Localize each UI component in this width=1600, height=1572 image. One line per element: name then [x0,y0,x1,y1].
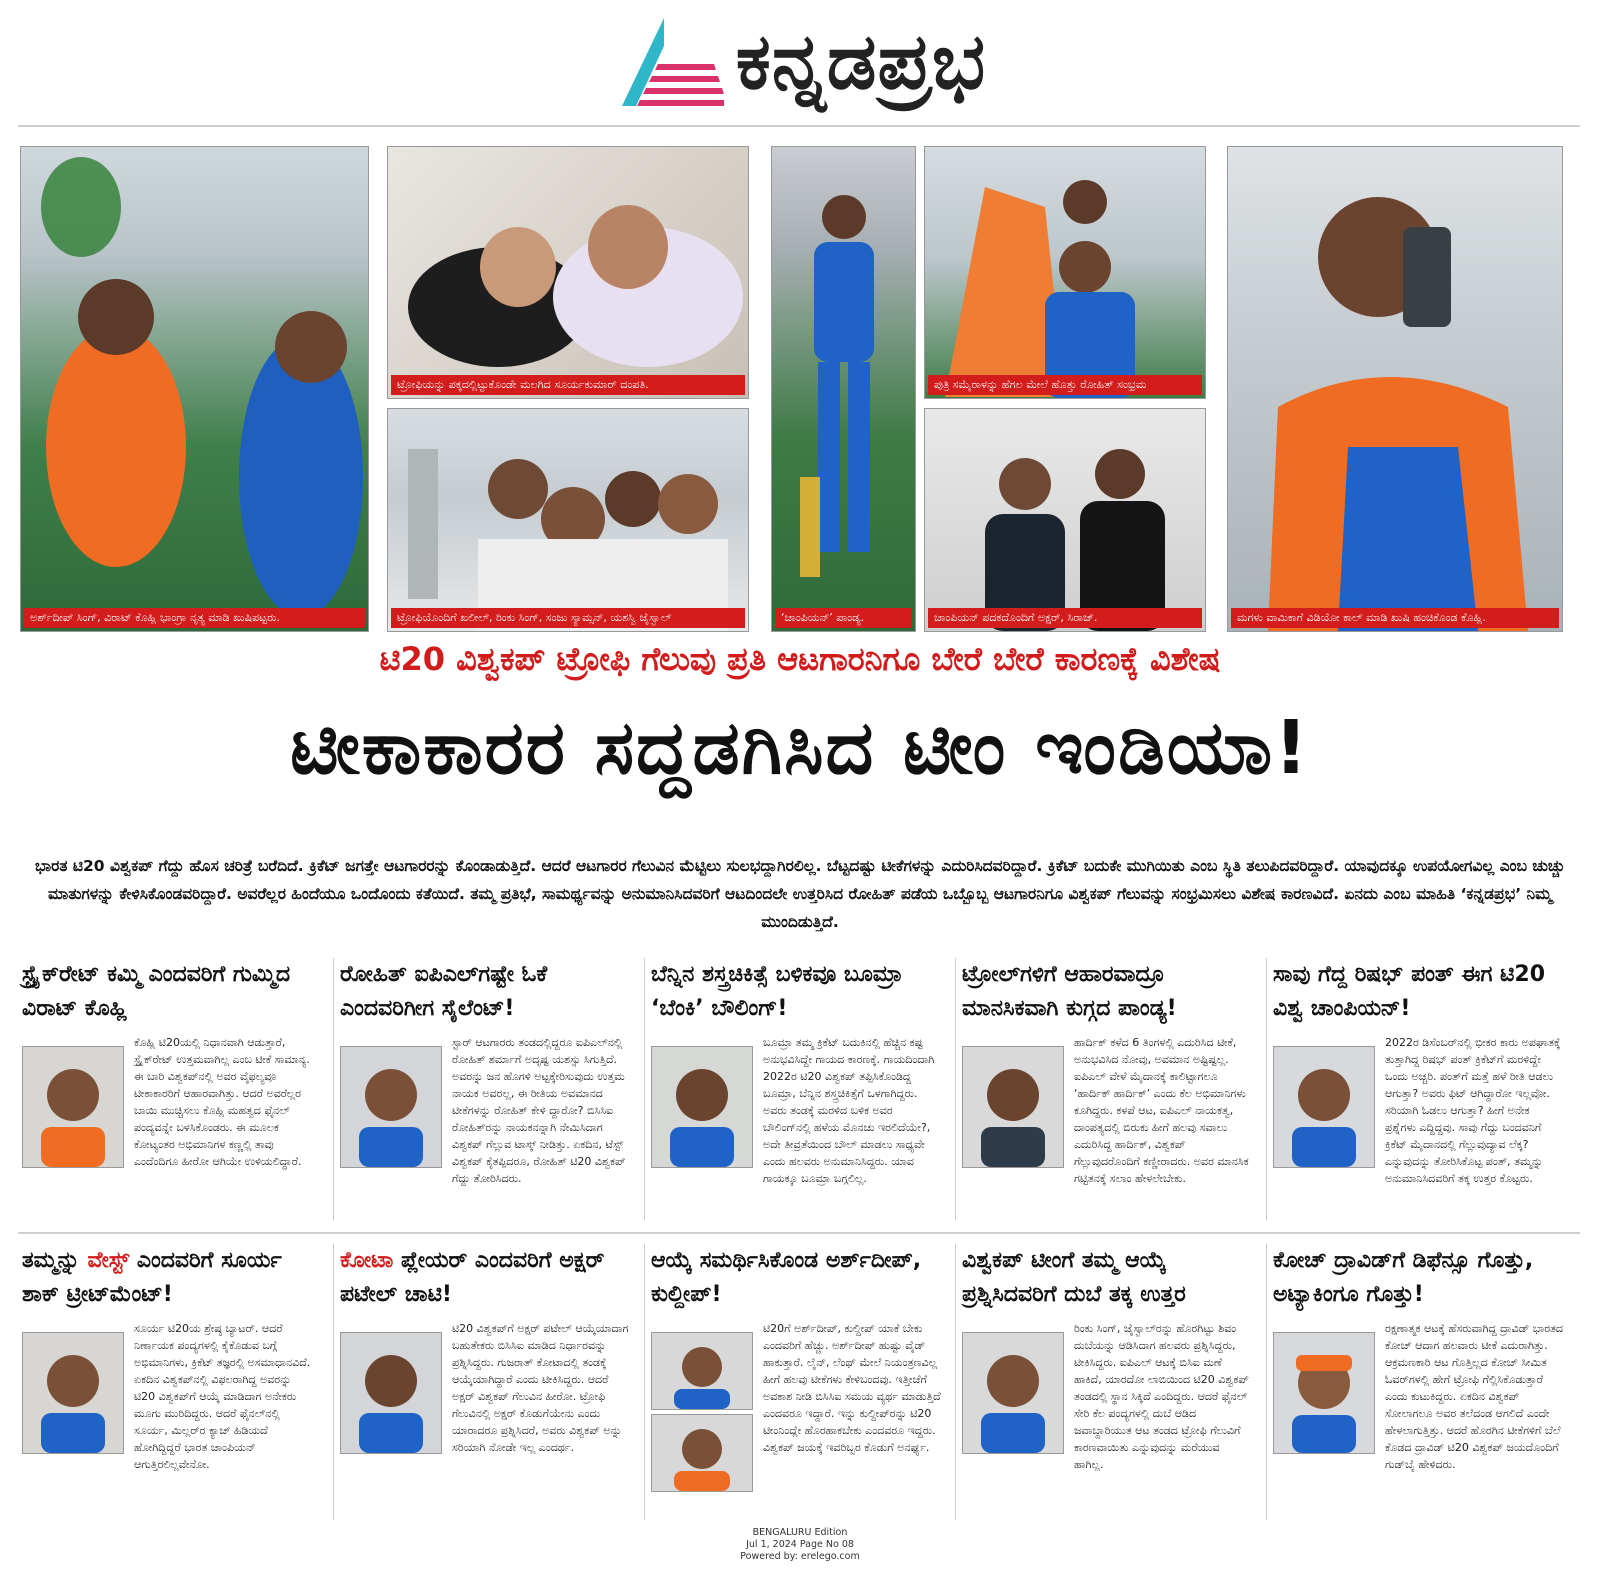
photo-caption: ಮಗಳು ವಾಮಿಕಾಗೆ ವಿಡಿಯೋ ಕಾಲ್ ಮಾಡಿ ಖುಷಿ ಹಂಚಿಕೊಂಡ ಕೊಹ್ಲಿ. [1231,608,1559,628]
couple-sleeping-icon [388,147,748,398]
portrait-rohit [340,1046,442,1168]
pandya-figure-icon [772,147,915,631]
portrait-pant [1273,1046,1375,1168]
photo-rohit-with-daughter [924,146,1206,399]
story-body: ಸೂರ್ಯ ಟಿ20ಯ ಶ್ರೇಷ್ಠ ಬ್ಯಾಟರ್. ಆದರೆ ನಿರ್ಣಾಯಕ ಪಂದ್ಯಗಳಲ್ಲಿ ಕೈಕೊಡುವ ಬಗ್ಗೆ ಅಭಿಮಾನಿಗಳು, ಕ್ರಿಕೆಟ್ ತಜ್ಞರಲ್ಲಿ ಅಸಮಾಧಾನವಿದೆ. ಏಕದಿನ ವಿಶ್ವಕಪ್‌ನಲ್ಲಿ ವಿಫಲರಾಗಿದ್ದ ಅವರನ್ನು ಟಿ20 ವಿಶ್ವಕಪ್‌ಗೆ ಆಯ್ಕೆ ಮಾಡಿದಾಗ ಅನೇಕರು ಮೂಗು ಮುರಿದಿದ್ದರು. ಆದರೆ ಫೈನಲ್‌ನಲ್ಲಿ ಸೂರ್ಯ, ಮಿಲ್ಲರ್‌ರ ಕ್ಯಾಚ್ ಹಿಡಿಯದೆ ಹೋಗಿದ್ದಿದ್ದರೆ ಭಾರತ ಚಾಂಪಿಯನ್ ಆಗುತ್ತಿರಲಿಲ್ಲವೇನೋ. [22,1320,312,1473]
photo-axar-siraj-medals [924,408,1206,632]
story-body: ಕೊಹ್ಲಿ ಟಿ20ಯಲ್ಲಿ ನಿಧಾನವಾಗಿ ಆಡುತ್ತಾರೆ, ಸ್ಟ್ರೈಕ್‌ರೇಟ್ ಉತ್ತಮವಾಗಿಲ್ಲ ಎಂಬ ಟೀಕೆ ಸಾಮಾನ್ಯ. ಈ ಬಾರಿ ವಿಶ್ವಕಪ್‌ನಲ್ಲಿ ಅವರ ವೈಫಲ್ಯವೂ ಟೀಕಾಕಾರರಿಗೆ ಆಹಾರವಾಗಿತ್ತು. ಆದರೆ ಅವರೆಲ್ಲರ ಬಾಯಿ ಮುಚ್ಚಿಸಲು ಕೊಹ್ಲಿ ಮಹತ್ವದ ಫೈನಲ್ ಪಂದ್ಯವನ್ನೇ ಬಳಸಿಕೊಂಡರು. ಈ ಮೂಲಕ ಕೋಟ್ಯಂತರ ಅಭಿಮಾನಿಗಳ ಕಣ್ಣಲ್ಲಿ ತಾವು ಎಂದೆಂದಿಗೂ ಹೀರೋ ಆಗಿಯೇ ಉಳಿಯಲಿದ್ದಾರೆ. [22,1034,312,1170]
portrait-kohli [22,1046,124,1168]
main-headline: ಟೀಕಾಕಾರರ ಸದ್ದಡಗಿಸಿದ ಟೀಂ ಇಂಡಿಯಾ! [290,705,1310,791]
story-body: ಬೂಮ್ರಾ ತಮ್ಮ ಕ್ರಿಕೆಟ್ ಬದುಕಿನಲ್ಲಿ ಹೆಚ್ಚಿನ ಕಷ್ಟ ಅನುಭವಿಸಿದ್ದೇ ಗಾಯದ ಕಾರಣಕ್ಕೆ. ಗಾಯದಿಂದಾಗಿ 2022ರ ಟಿ20 ವಿಶ್ವಕಪ್ ತಪ್ಪಿಸಿಕೊಂಡಿದ್ದ ಬೂಮ್ರಾ, ಬೆನ್ನಿನ ಶಸ್ತ್ರಚಿಕಿತ್ಸೆಗೆ ಒಳಗಾಗಿದ್ದರು. ಅವರು ತಂಡಕ್ಕೆ ಮರಳಿದ ಬಳಿಕ ಅವರ ಬೌಲಿಂಗ್‌ನಲ್ಲಿ ಹಳೆಯ ಮೊನಚು ಇರಲಿದೆಯೇ?, ಅದೇ ತೀವ್ರತೆಯಿಂದ ಬೌಲ್ ಮಾಡಲು ಸಾಧ್ಯವೇ ಎಂದು ಹಲವರು ಅನುಮಾನಿಸಿದ್ದರು. ಯಾವ ಗಾಯಕ್ಕೂ ಬೂಮ್ರಾ ಬಗ್ಗಲಿಲ್ಲ. [651,1034,941,1187]
players-silhouette-icon [21,147,368,631]
story-rohit [340,958,630,1187]
photo-suryakumar-trophy-sleep [387,146,749,399]
column-divider [955,958,956,1220]
photo-caption: ‘ಚಾಂಪಿಯನ್’ ಪಾಂಡ್ಯ. [775,608,912,628]
photo-kohli-video-call [1227,146,1563,632]
story-dube [962,1244,1252,1473]
story-headline: ಸಾವು ಗೆದ್ದ ರಿಷಭ್ ಪಂತ್ ಈಗ ಟಿ20 ವಿಶ್ವ ಚಾಂಪಿಯನ್! [1273,962,1546,1021]
story-body: ಟಿ20 ವಿಶ್ವಕಪ್‌ಗೆ ಅಕ್ಷರ್ ಪಟೇಲ್ ಆಯ್ಕೆಯಾದಾಗ ಬಹುತೇಕರು ಬಿಸಿಸಿಐ ಮಾಡಿದ ನಿರ್ಧಾರವನ್ನು ಪ್ರಶ್ನಿಸಿದ್ದರು. ಗುಜರಾತ್ ಕೋಟಾದಲ್ಲಿ ತಂಡಕ್ಕೆ ಆಯ್ಕೆಯಾಗಿದ್ದಾರೆ ಎಂದು ಟೀಕಿಸಿದ್ದರು. ಆದರೆ ಅಕ್ಷರ್ ವಿಶ್ವಕಪ್ ಗೆಲುವಿನ ಹೀರೋ. ಟ್ರೋಫಿ ಗೆಲುವಿನಲ್ಲಿ ಅಕ್ಷರ್ ಕೊಡುಗೆಯೇನು ಎಂದು ಯಾರಾದರೂ ಪ್ರಶ್ನಿಸಿದರೆ, ಅವರು ವಿಶ್ವಕಪ್ ಅನ್ನು ಸರಿಯಾಗಿ ನೋಡೇ ಇಲ್ಲ ಎಂದರ್ಥ. [340,1320,630,1456]
photo-caption: ಟ್ರೋಫಿಯನ್ನು ಪಕ್ಕದಲ್ಲಿಟ್ಟುಕೊಂಡೇ ಮಲಗಿದ ಸೂರ್ಯಕುಮಾರ್ ದಂಪತಿ. [391,375,745,395]
kohli-phone-icon [1228,147,1562,631]
story-kohli [22,958,312,1172]
photo-caption: ಟ್ರೋಫಿಯೊಂದಿಗೆ ಖಲೀಲ್, ರಿಂಕು ಸಿಂಗ್, ಸಂಜು ಸ್ಯಾಮ್ಸನ್, ಯಶಸ್ವಿ ಜೈಸ್ವಾಲ್ [391,608,745,628]
column-divider [1266,958,1267,1220]
intro-paragraph: ಭಾರತ ಟಿ20 ವಿಶ್ವಕಪ್ ಗೆದ್ದು ಹೊಸ ಚರಿತ್ರೆ ಬರೆದಿದೆ. ಕ್ರಿಕೆಟ್ ಜಗತ್ತೇ ಆಟಗಾರರನ್ನು ಕೊಂಡಾಡುತ್ತಿದೆ. ಆದರೆ ಆಟಗಾರರ ಗೆಲುವಿನ ಮೆಟ್ಟಿಲು ಸುಲಭದ್ದಾಗಿರಲಿಲ್ಲ. ಬೆಟ್ಟದಷ್ಟು ಟೀಕೆಗಳನ್ನು ಎದುರಿಸಿದವರಿದ್ದಾರೆ. ಕ್ರಿಕೆಟ್ ಬದುಕೇ ಮುಗಿಯಿತು ಎಂಬ ಸ್ಥಿತಿ ತಲುಪಿದವರಿದ್ದಾರೆ. ಯಾವುದಕ್ಕೂ ಉಪಯೋಗವಿಲ್ಲ ಎಂಬ ಚುಚ್ಚು ಮಾತುಗಳನ್ನು ಕೇಳಿಸಿಕೊಂಡವರಿದ್ದಾರೆ. ಅವರೆಲ್ಲರ ಹಿಂದೆಯೂ ಒಂದೊಂದು ಕತೆಯಿದೆ. ತಮ್ಮ ಪ್ರತಿಭೆ, ಸಾಮರ್ಥ್ಯವನ್ನು ಅನುಮಾನಿಸಿದವರಿಗೆ ಆಟದಿಂದಲೇ ಉತ್ತರಿಸಿದ ರೋಹಿತ್ ಪಡೆಯ ಒಬ್ಬೊಬ್ಬ ಆಟಗಾರನಿಗೂ ವಿಶ್ವಕಪ್ ಗೆಲುವನ್ನು ಸಂಭ್ರಮಿಸಲು ವಿಶೇಷ ಕಾರಣವಿದೆ. ಏನದು ಎಂಬ ಮಾಹಿತಿ ‘ಕನ್ನಡಪ್ರಭ’ ನಿಮ್ಮ ಮುಂದಿಡುತ್ತಿದೆ. [35,857,1565,931]
story-headline: ರೋಹಿತ್ ಐಪಿಎಲ್‌ಗಷ್ಟೇ ಓಕೆ ಎಂದವರಿಗೀಗ ಸೈಲೆಂಟ್! [340,962,548,1021]
players-group-icon [388,409,748,631]
story-body: ಸ್ಟಾರ್ ಆಟಗಾರರು ತಂಡದಲ್ಲಿದ್ದರೂ ಐಪಿಎಲ್‌ನಲ್ಲಿ ರೋಹಿತ್ ಶರ್ಮಾಗೆ ಅದೃಷ್ಟ ಯಶಸ್ಸು ಸಿಗುತ್ತಿದೆ. ಅವರನ್ನು ಜನ ಹೊಗಳಿ ಅಟ್ಟಕ್ಕೇರಿಸುವುದು ಉತ್ತಮ ನಾಯಕ ಅವರಲ್ಲ, ಈ ರೀತಿಯ ಅವಮಾನದ ಟೀಕೆಗಳನ್ನು ರೋಹಿತ್ ಕೇಳಿ ದ್ದಾರೋ? ಬಿಸಿಸಿಐ ರೋಹಿತ್‌ರನ್ನು ನಾಯಕನನ್ನಾಗಿ ನೇಮಿಸಿದಾಗ ವಿಶ್ವಕಪ್ ಗೆಲ್ಲುವ ಟಾಸ್ಕ್ ನೀಡಿತ್ತು. ಏಕದಿನ, ಟೆಸ್ಟ್ ವಿಶ್ವಕಪ್ ಕೈತಪ್ಪಿದರೂ, ರೋಹಿತ್ ಟಿ20 ವಿಶ್ವಕಪ್ ಗೆದ್ದು ತೋರಿಸಿದರು. [340,1034,630,1187]
story-body: ರಿಂಕು ಸಿಂಗ್, ಜೈಸ್ವಾಲ್‌ರನ್ನು ಹೊರಗಿಟ್ಟು ಶಿವಂ ದುಬೆಯನ್ನು ಆಡಿಸಿದಾಗ ಹಲವರು ಪ್ರಶ್ನಿಸಿದ್ದರು, ಟೀಕಿಸಿದ್ದರು. ಐಪಿಎಲ್ ಆಟಕ್ಕೆ ಬಿಸಿಐ ಮಣೆ ಹಾಕಿದೆ, ಯಾರದೋ ಲಾಬಿಯಿಂದ ಟಿ20 ವಿಶ್ವಕಪ್ ತಂಡದಲ್ಲಿ ಸ್ಥಾನ ಸಿಕ್ಕಿದೆ ಎಂದಿದ್ದರು. ಆದರೆ ಫೈನಲ್ ಸೇರಿ ಕೆಲ ಪಂದ್ಯಗಳಲ್ಲಿ ದುಬೆ ಆಡಿದ ಜವಾಬ್ದಾರಿಯುತ ಆಟ ತಂಡದ ಟ್ರೋಫಿ ಗೆಲುವಿಗೆ ಕಾರಣವಾಯಿತು ಎನ್ನುವುದನ್ನು ಮರೆಯುವ ಹಾಗಿಲ್ಲ. [962,1320,1252,1473]
axar-siraj-icon [925,409,1205,631]
photo-caption: ಪುತ್ರಿ ಸಮೈರಾಳನ್ನು ಹೆಗಲ ಮೇಲೆ ಹೊತ್ತು ರೋಹಿತ್ ಸಂಭ್ರಮ [928,375,1202,395]
story-headline: ಸ್ಟ್ರೈಕ್‌ರೇಟ್ ಕಮ್ಮಿ ಎಂದವರಿಗೆ ಗುಮ್ಮಿದ ವಿರಾಟ್ ಕೊಹ್ಲಿ [22,962,291,1021]
masthead-rule [18,125,1580,127]
edition-label: BENGALURU Edition [752,1527,848,1538]
story-body: ಹಾರ್ದಿಕ್ ಕಳೆದ 6 ತಿಂಗಳಲ್ಲಿ ಎದುರಿಸಿದ ಟೀಕೆ, ಅನುಭವಿಸಿದ ನೋವು, ಅವಮಾನ ಅಷ್ಟಿಷ್ಟಲ್ಲ. ಐಪಿಎಲ್ ವೇಳೆ ಮೈದಾನಕ್ಕೆ ಕಾಲಿಟ್ಟಾಗಲೂ ‘ಹಾರ್ದಿಕ್ ಹಾರ್ದಿಕ್’ ಎಂದು ಕೆಲ ಅಭಿಮಾನಿಗಳು ಕೂಗಿದ್ದರು. ಕಳಪೆ ಆಟ, ಐಪಿಎಲ್ ನಾಯಕತ್ವ, ದಾಂಪತ್ಯದಲ್ಲಿ ಬಿರುಕು ಹೀಗೆ ಹಲವು ಸವಾಲು ಎದುರಿಸಿದ್ದ ಹಾರ್ದಿಕ್, ವಿಶ್ವಕಪ್ ಗೆಲ್ಲುವುದರೊಂದಿಗೆ ಕಣ್ಣೀರಾದರು. ಅವರ ಮಾನಸಿಕ ಗಟ್ಟಿತನಕ್ಕೆ ಸಲಾಂ ಹೇಳಲೇಬೇಕು. [962,1034,1252,1187]
date-page-label: Jul 1, 2024 Page No 08 [746,1539,854,1550]
portrait-kuldeep [651,1414,753,1492]
row-divider [18,1232,1580,1234]
portrait-dube [962,1332,1064,1454]
photo-pandya-champion [771,146,916,632]
story-headline: ತಮ್ಮನ್ನು ವೇಸ್ಟ್ ಎಂದವರಿಗೆ ಸೂರ್ಯ ಶಾಕ್ ಟ್ರೀಟ್‌ಮೆಂಟ್! [22,1248,282,1307]
story-pandya [962,958,1252,1187]
powered-by-label: Powered by: erelego.com [740,1551,860,1562]
photo-arshdeep-kohli-bhangra [20,146,369,632]
portrait-surya [22,1332,124,1454]
portrait-bumrah [651,1046,753,1168]
story-body: ಟಿ20ಗೆ ಅರ್ಶ್‌ದೀಪ್, ಕುಲ್ದೀಪ್ ಯಾಕೆ ಬೇಕು ಎಂದವರಿಗೆ ಹೆಚ್ಚು. ಅರ್ಶ್‌ದೀಪ್ ಹುಷ್ಟು ವೈಡ್ ಹಾಕುತ್ತಾರೆ. ಲೈನ್, ಲೆಂಥ್ ಮೇಲೆ ನಿಯಂತ್ರಣವಿಲ್ಲ ಹೀಗೆ ಹಲವು ಟೀಕೆಗಳು ಕೇಳಿಬಂದವು. ಇತ್ತೀಚೆಗೆ ಅವಕಾಶ ನೀಡಿ ಬಿಸಿಸಿಐ ಸಮಯ ವ್ಯರ್ಥ ಮಾಡುತ್ತಿದೆ ಎಂದವರೂ ಇದ್ದಾರೆ. ಇನ್ನು ಕುಲ್ದೀಪ್‌ರನ್ನು ಟಿ20 ಟೀಂನಿಂದ್ಲೇ ಹೊರಹಾಕಬೇಕು ಎಂದವರೂ ಇದ್ದರು. ವಿಶ್ವಕಪ್ ಜಯಕ್ಕೆ ಇವರಿಬ್ಬರ ಕೊಡುಗೆ ಅನರ್ಘ್ಯ. [651,1320,941,1456]
story-bumrah [651,958,941,1187]
page-footer [0,1527,1600,1563]
portrait-axar [340,1332,442,1454]
rohit-daughter-icon [925,147,1205,398]
story-dravid [1273,1244,1563,1473]
story-arshdeep-kuldeep [651,1244,941,1496]
story-pant [1273,958,1563,1187]
brand-name: ಕನ್ನಡಪ್ರಭ [735,17,987,107]
photo-team-with-trophy [387,408,749,632]
kicker-headline: ಟಿ20 ವಿಶ್ವಕಪ್ ಟ್ರೋಫಿ ಗೆಲುವು ಪ್ರತಿ ಆಟಗಾರನಿಗೂ ಬೇರೆ ಬೇರೆ ಕಾರಣಕ್ಕೆ ವಿಶೇಷ [379,640,1221,678]
story-headline: ಬೆನ್ನಿನ ಶಸ್ತ್ರಚಿಕಿತ್ಸೆ ಬಳಿಕವೂ ಬೂಮ್ರಾ ‘ಬೆಂಕಿ’ ಬೌಲಿಂಗ್! [651,962,903,1021]
story-headline: ವಿಶ್ವಕಪ್ ಟೀಂಗೆ ತಮ್ಮ ಆಯ್ಕೆ ಪ್ರಶ್ನಿಸಿದವರಿಗೆ ದುಬೆ ತಕ್ಕ ಉತ್ತರ [962,1248,1186,1307]
column-divider [644,1244,645,1520]
kannadaprabha-logo-icon [614,14,724,112]
story-headline: ಕೋಟಾ ಪ್ಲೇಯರ್ ಎಂದವರಿಗೆ ಅಕ್ಷರ್ ಪಟೇಲ್ ಚಾಟಿ! [340,1248,605,1307]
column-divider [1266,1244,1267,1520]
column-divider [955,1244,956,1520]
story-body: 2022ರ ಡಿಸೆಂಬರ್‌ನಲ್ಲಿ ಭೀಕರ ಕಾರು ಅಪಘಾತಕ್ಕೆ ತುತ್ತಾಗಿದ್ದ ರಿಷಭ್ ಪಂತ್ ಕ್ರಿಕೆಟ್‌ಗೆ ಮರಳಿದ್ದೇ ಒಂದು ಅಚ್ಚರಿ. ಪಂತ್‌ಗೆ ಮತ್ತೆ ಹಳೆ ರೀತಿ ಆಡಲು ಆಗುತ್ತಾ? ಅವರು ಫಿಟ್ ಆಗಿದ್ದಾರೋ ಇಲ್ಲವೋ. ಸರಿಯಾಗಿ ಓಡಲು ಆಗುತ್ತಾ? ಹೀಗೆ ಅನೇಕ ಪ್ರಶ್ನೆಗಳು ಎದ್ದಿದ್ದವು. ಸಾವು ಗೆದ್ದು ಬಂದವನಿಗೆ ಕ್ರಿಕೆಟ್ ಮೈದಾನದಲ್ಲಿ ಗೆಲ್ಲುವುದ್ಯಾವ ಲೆಕ್ಕ? ಎನ್ನುವುದನ್ನು ತೋರಿಸಿಕೊಟ್ಟ ಪಂತ್, ತಮ್ಮನ್ನು ಅನುಮಾನಿಸಿದವರಿಗೆ ತಕ್ಕ ಉತ್ತರ ಕೊಟ್ಟರು. [1273,1034,1563,1187]
story-headline: ಟ್ರೋಲ್‌ಗಳಿಗೆ ಆಹಾರವಾದ್ರೂ ಮಾನಸಿಕವಾಗಿ ಕುಗ್ಗದ ಪಾಂಡ್ಯ! [962,962,1177,1021]
column-divider [333,958,334,1220]
column-divider [333,1244,334,1520]
story-axar [340,1244,630,1458]
column-divider [644,958,645,1220]
story-body: ರಕ್ಷಣಾತ್ಮಕ ಆಟಕ್ಕೆ ಹೆಸರುವಾಗಿದ್ದ ದ್ರಾವಿಡ್ ಭಾರತದ ಕೋಚ್ ಆದಾಗ ಹಲವಾರು ಟೀಕೆ ಎದುರಾಗಿತ್ತು. ಆಕ್ರಮಣಕಾರಿ ಆಟ ಗೊತ್ತಿಲ್ಲದ ಕೋಚ್ ಸೀಮಿತ ಓವರ್‌ಗಳಲ್ಲಿ ಹೇಗೆ ಟ್ರೋಫಿ ಗೆಲ್ಲಿಸಿಕೊಡುತ್ತಾರೆ ಎಂದು ಕುಟುಕಿದ್ದರು. ಏಕದಿನ ವಿಶ್ವಕಪ್ ಸೋಲಾಗಲೂ ಅವರ ತಲೆದಂಡ ಆಗಲಿದೆ ಎಂದೇ ಹೇಳಲಾಗುತ್ತಿತ್ತು. ಆದರೆ ಹೊರಗಿನ ಟೀಕೆಗಳಿಗೆ ಬೆಲೆ ಕೊಡದ ದ್ರಾವಿಡ್ ಟಿ20 ವಿಶ್ವಕಪ್ ಜಯದೊಂದಿಗೆ ಗುಡ್‌ಬೈ ಹೇಳಿದರು. [1273,1320,1563,1473]
portrait-dravid [1273,1332,1375,1454]
photo-caption: ಚಾಂಪಿಯನ್ ಪದಕದೊಂದಿಗೆ ಅಕ್ಷರ್, ಸಿರಾಜ್. [928,608,1202,628]
story-headline: ಆಯ್ಕೆ ಸಮರ್ಥಿಸಿಕೊಂಡ ಅರ್ಶ್‌ದೀಪ್, ಕುಲ್ದೀಪ್! [651,1248,922,1307]
portrait-arshdeep [651,1332,753,1410]
photo-caption: ಅರ್ಶ್‌ದೀಪ್ ಸಿಂಗ್, ವಿರಾಟ್ ಕೊಹ್ಲಿ ಭಾಂಗ್ರಾ ನೃತ್ಯ ಮಾಡಿ ಖುಷಿಪಟ್ಟರು. [24,608,365,628]
portrait-pandya [962,1046,1064,1168]
story-surya [22,1244,312,1473]
masthead [0,0,1600,125]
story-headline: ಕೋಚ್ ದ್ರಾವಿಡ್‌ಗೆ ಡಿಫೆನ್ಸೂ ಗೊತ್ತು, ಅಟ್ಯಾಕಿಂಗೂ ಗೊತ್ತು! [1273,1248,1534,1307]
